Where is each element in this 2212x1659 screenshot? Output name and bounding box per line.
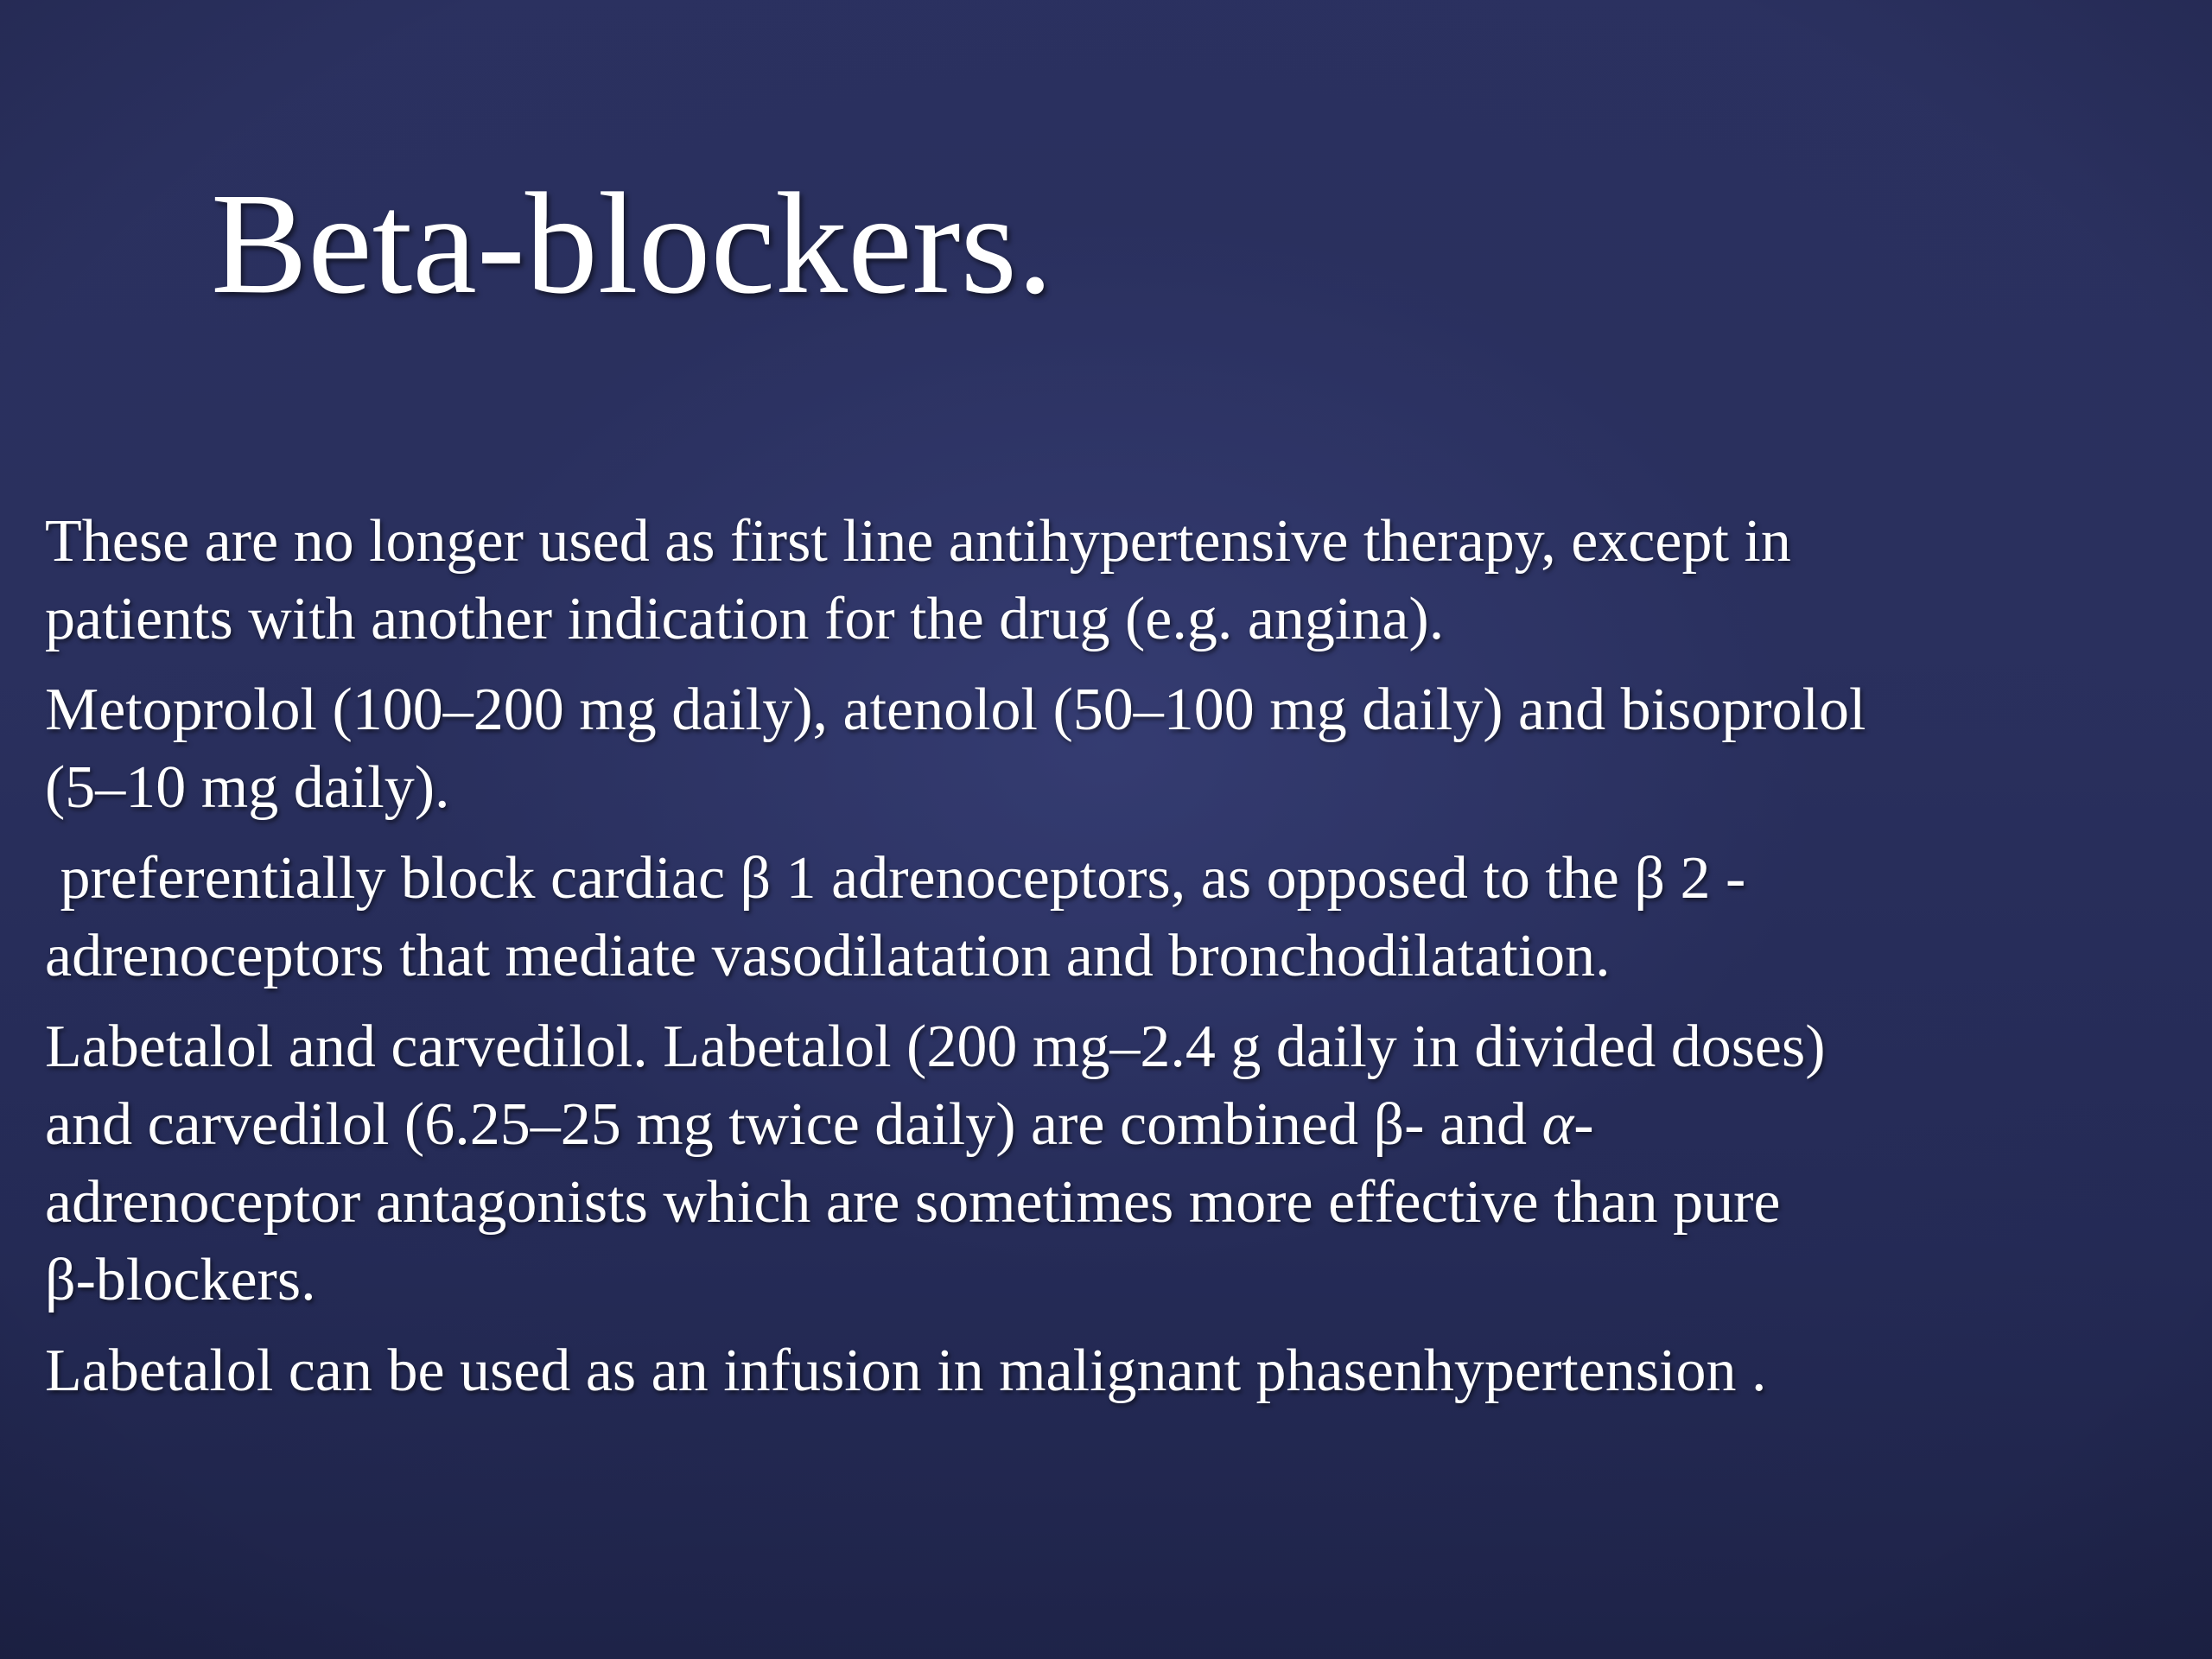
text-line: β-blockers. <box>45 1247 316 1313</box>
text-segment: and carvedilol (6.25–25 mg twice daily) are combined β- and <box>45 1091 1542 1158</box>
alpha-symbol: α- <box>1541 1091 1594 1158</box>
text-line: adrenoceptor antagonists which are sometimes more effective than pure <box>45 1169 1781 1236</box>
paragraph-labetalol-carvedilol <box>45 1008 2188 1319</box>
text-line: patients with another indication for the drug (e.g. angina). <box>45 586 1445 652</box>
slide-title: Beta-blockers. <box>211 163 1053 324</box>
paragraph-infusion <box>45 1332 2188 1410</box>
text-line: These are no longer used as first line antihypertensive therapy, except in <box>45 508 1791 575</box>
text-line: adrenoceptors that mediate vasodilatation and bronchodilatation. <box>45 923 1611 989</box>
text-line <box>45 1086 2188 1164</box>
text-line: (5–10 mg daily). <box>45 754 450 821</box>
text-line: preferentially block cardiac β 1 adrenoceptors, as opposed to the β 2 - <box>45 845 1746 912</box>
text-line: Labetalol and carvedilol. Labetalol (200 mg–2.4 g daily in divided doses) <box>45 1014 1826 1080</box>
text-line: Labetalol can be used as an infusion in malignant phasenhypertension . <box>45 1338 1767 1404</box>
slide-body <box>45 503 2188 1423</box>
text-line: Metoprolol (100–200 mg daily), atenolol (50–100 mg daily) and bisoprolol <box>45 677 1866 743</box>
paragraph-first-line-therapy <box>45 503 2188 658</box>
paragraph-selectivity <box>45 840 2188 995</box>
paragraph-doses <box>45 671 2188 827</box>
